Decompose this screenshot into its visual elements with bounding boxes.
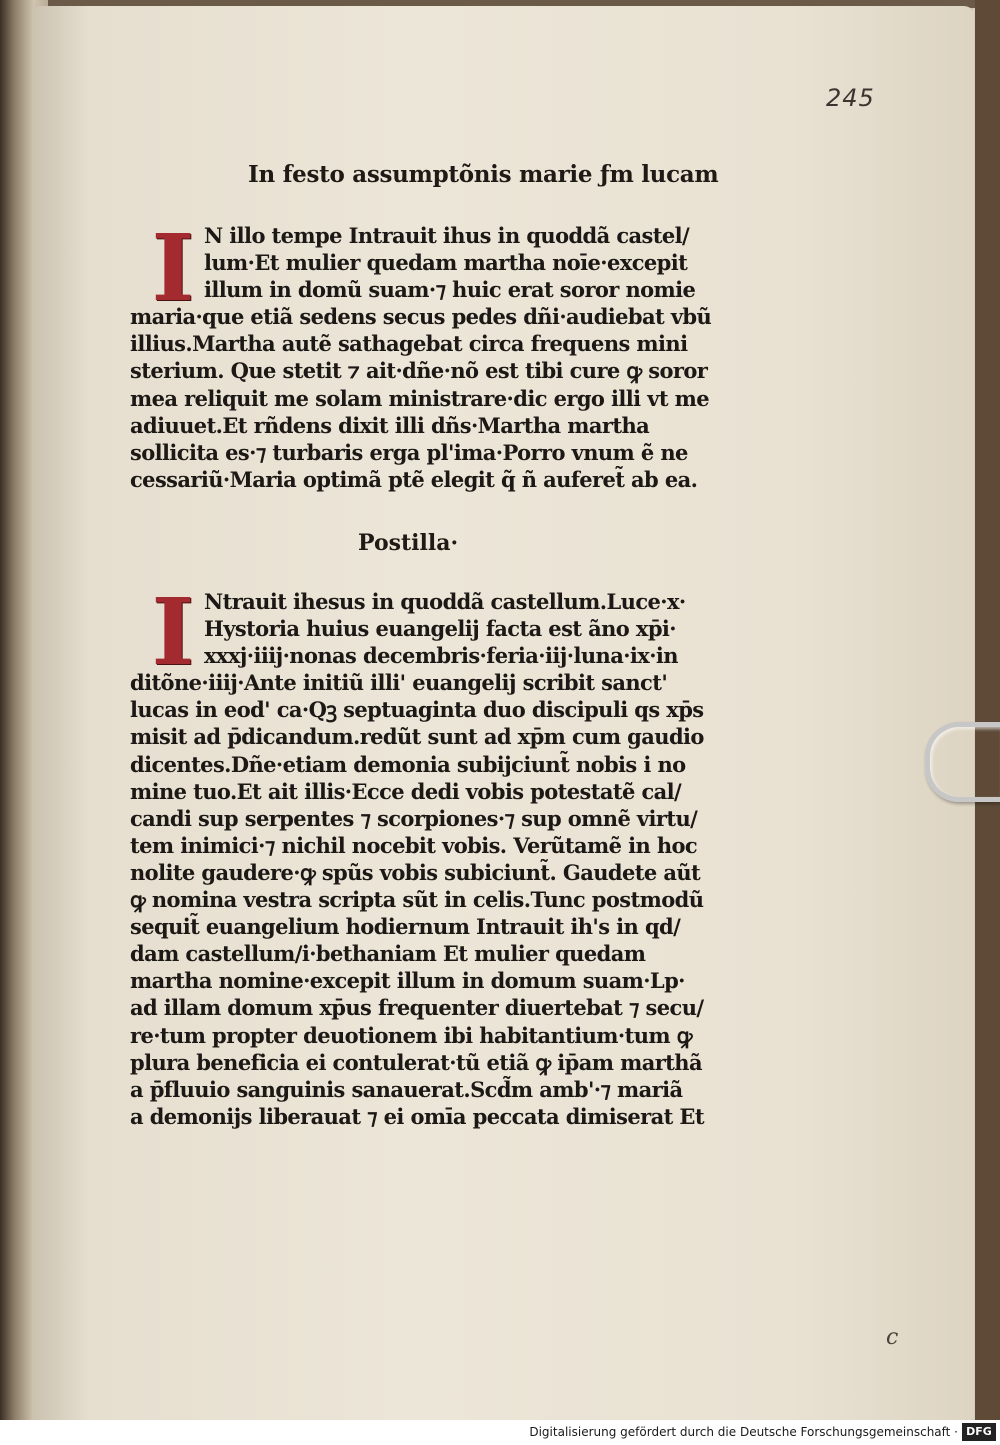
text-line: martha nomine·excepit illum in domum suam·Lp·	[130, 968, 685, 994]
folio-number: 245	[826, 84, 875, 112]
text-line: N illo tempe Intrauit ihus in quoddã castel/	[204, 223, 690, 248]
text-line: lum·Et mulier quedam martha noīe·excepit	[204, 250, 688, 276]
text-line: ad illam domum xp̄us frequenter diuertebat ⁊ secu/	[130, 995, 704, 1021]
text-line: Hystoria huius euangelij facta est ãno xp̄i·	[204, 616, 676, 642]
text-line: tem inimici·⁊ nichil nocebit vobis. Verũtamẽ in hoc	[130, 832, 698, 858]
text-line: a p̄fluuio sanguinis sanauerat.Scd̃m amb'·⁊ mariã	[130, 1076, 683, 1102]
page-heading: In festo assumptõnis marie ƒm lucam	[248, 161, 719, 188]
text-line: dam castellum/i·bethaniam Et mulier quedam	[130, 941, 646, 967]
text-line: adiuuet.Et rñdens dixit illi dñs·Martha martha	[130, 412, 650, 438]
footer-bar	[0, 1420, 1000, 1445]
text-line: sequit̃ euangelium hodiernum Intrauit ih's in qd/	[130, 914, 681, 940]
dfg-logo: DFG	[962, 1423, 996, 1441]
text-line: illius.Martha autẽ sathagebat circa frequens mini	[130, 331, 688, 357]
section-title: Postilla·	[358, 530, 459, 556]
text-line: nolite gaudere·ꝙ spũs vobis subiciunt̃. Gaudete aũt	[130, 859, 701, 885]
text-line: dicentes.Dñe·etiam demonia subijciunt̃ nobis i no	[130, 751, 686, 777]
text-line: xxxj·iiij·nonas decembris·feria·iij·luna·ix·in	[204, 643, 678, 669]
text-line: mea reliquit me solam ministrare·dic ergo illi vt me	[130, 385, 710, 411]
text-line: sollicita es·⁊ turbaris erga pl'ima·Porro vnum ẽ ne	[130, 439, 688, 465]
text-line: sterium. Que stetit ⁊ ait·dñe·nõ est tibi cure ꝙ soror	[130, 358, 708, 384]
funding-credit: Digitalisierung gefördert durch die Deutsche Forschungsgemeinschaft ·	[529, 1425, 958, 1439]
decorated-initial: I	[151, 578, 195, 686]
binding-edge	[975, 0, 1000, 1420]
text-line: re·tum propter deuotionem ibi habitantium·tum ꝙ	[130, 1022, 692, 1048]
text-line: ditõne·iiij·Ante initiũ illi' euangelij scribit sanct'	[130, 670, 668, 696]
text-line: illum in domũ suam·⁊ huic erat soror nomie	[204, 277, 696, 303]
text-line: lucas in eod' ca·Qꝫ septuaginta duo discipuli qs xp̄s	[130, 697, 704, 723]
signature-mark: c	[886, 1325, 899, 1350]
text-line: candi sup serpentes ⁊ scorpiones·⁊ sup omnẽ virtu/	[130, 805, 698, 831]
text-line: mine tuo.Et ait illis·Ecce dedi vobis potestatẽ cal/	[130, 778, 682, 804]
text-line: a demonijs liberauat ⁊ ei omīa peccata dimiserat Et	[130, 1103, 704, 1129]
decorated-initial: I	[151, 214, 195, 322]
text-line: maria·que etiã sedens secus pedes dñi·audiebat vbũ	[130, 304, 712, 330]
gospel-text	[130, 214, 770, 493]
text-line: cessariũ·Maria optimã ptẽ elegit q̃ ñ auferet̃ ab ea.	[130, 466, 698, 492]
text-line: Ntrauit ihesus in quoddã castellum.Luce·x·	[204, 589, 686, 614]
text-line: plura beneficia ei contulerat·tũ etiã ꝙ ip̄am marthã	[130, 1049, 702, 1075]
text-line: ꝙ nomina vestra scripta sũt in celis.Tunc postmodũ	[130, 887, 704, 913]
postilla-text	[130, 578, 770, 1130]
text-line: misit ad p̄dicandum.redũt sunt ad xp̄m cum gaudio	[130, 724, 704, 750]
paperclip	[925, 722, 1000, 802]
